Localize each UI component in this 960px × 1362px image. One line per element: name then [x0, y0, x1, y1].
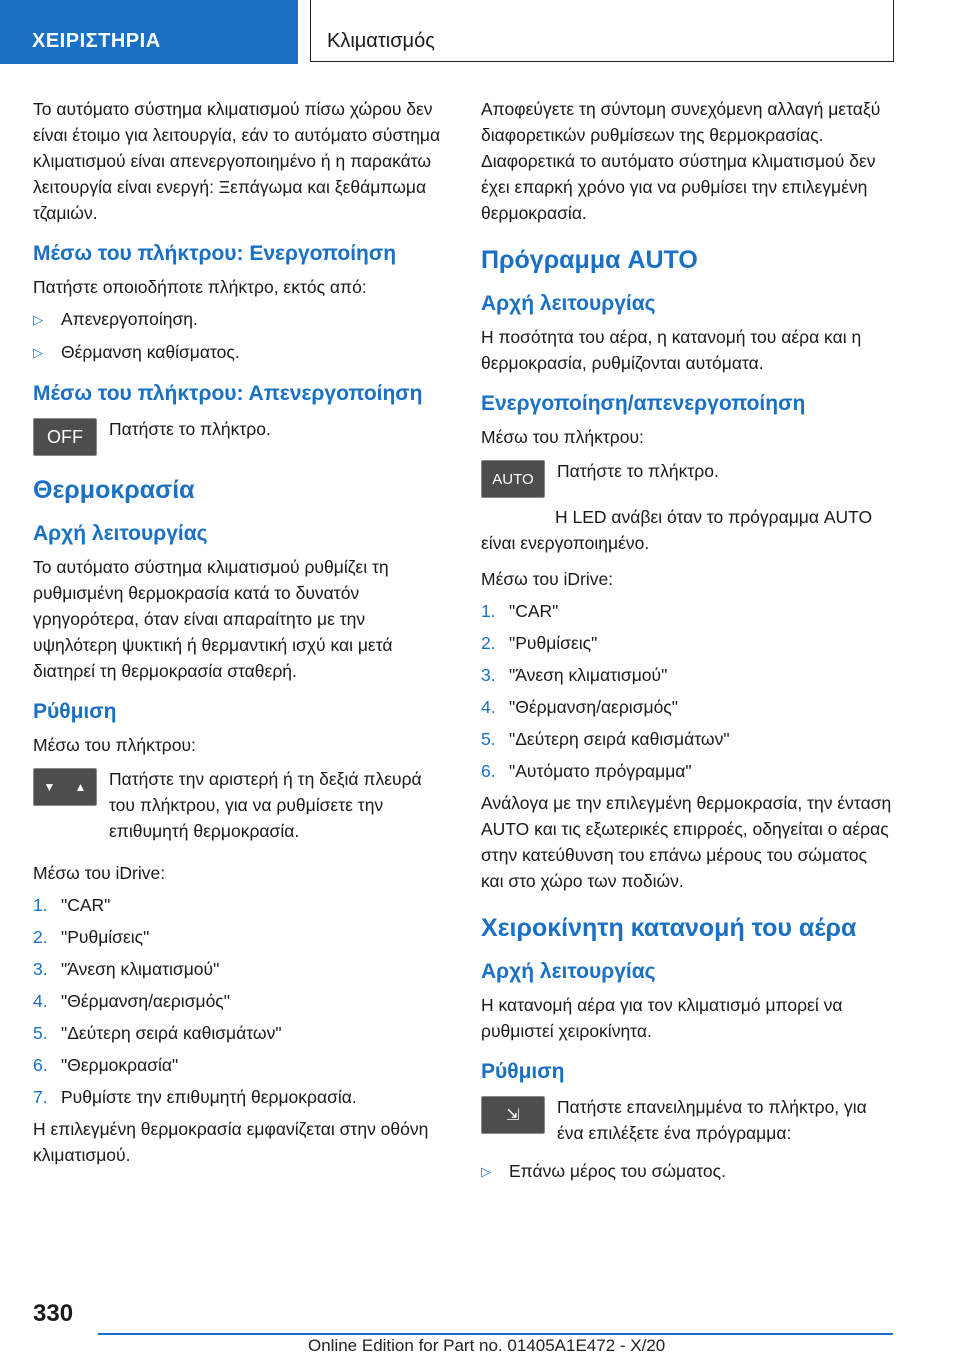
- step-number: 4.: [33, 991, 48, 1011]
- paragraph: Πατήστε οποιοδήποτε πλήκτρο, εκτός από:: [33, 277, 367, 297]
- list-item: ▷ Απενεργοποίηση.: [33, 306, 445, 333]
- step-number: 1.: [33, 895, 48, 915]
- list-item: ▷ Επάνω μέρος του σώματος.: [481, 1158, 893, 1185]
- list-item: [481, 662, 893, 688]
- paragraph: Η κατανομή αέρα για τον κλιματισμό μπορεί να ρυθμιστεί χειροκίνητα.: [481, 995, 843, 1041]
- paragraph: Ανάλογα με την επιλεγμένη θερμοκρασία, την ένταση AUTO και τις εξωτερικές επιρροές, οδηγείται ο αέρας στην κατεύθυνση του επάνω μέρους του σώματος και στο χώρο των ποδιών.: [481, 793, 892, 891]
- paragraph: Η LED ανάβει όταν το πρόγραμμα AUTO είναι ενεργοποιημένο.: [481, 507, 873, 553]
- step-number: 3.: [481, 665, 496, 685]
- footer-rule: [98, 1333, 893, 1335]
- step-text: "Δεύτερη σειρά καθισμάτων": [509, 729, 730, 749]
- list-item: [33, 1084, 445, 1110]
- heading-principle: Αρχή λειτουργίας: [481, 292, 656, 315]
- arrow-button-image: [33, 768, 97, 806]
- step-text: "Άνεση κλιματισμού": [61, 959, 220, 979]
- step-number: 5.: [33, 1023, 48, 1043]
- list-item: [33, 956, 445, 982]
- list-item: [481, 630, 893, 656]
- section-tab-label: ΧΕΙΡΙΣΤΗΡΙΑ: [32, 30, 161, 52]
- paragraph: Μέσω του πλήκτρου:: [33, 735, 196, 755]
- heading-button-off: Μέσω του πλήκτρου: Απενεργοποίηση: [33, 382, 423, 405]
- page-number: 330: [33, 1300, 74, 1327]
- paragraph: Το αυτόματο σύστημα κλιματισμού πίσω χώρου δεν είναι έτοιμο για λειτουργία, εάν το αυτόματο σύστημα κλιματισμού είναι απενεργοποιημένο ή η παρακάτω λειτουργία είναι ενεργή: Ξεπάγωμα και ξεθάμπωμα τζαμιών.: [33, 99, 441, 223]
- step-number: 4.: [481, 697, 496, 717]
- step-number: 2.: [33, 927, 48, 947]
- section-tab: [0, 0, 298, 64]
- heading-principle: Αρχή λειτουργίας: [33, 522, 208, 545]
- paragraph: Αποφεύγετε τη σύντομη συνεχόμενη αλλαγή μεταξύ διαφορετικών ρυθμίσεων της θερμοκρασίας. Διαφορετικά το αυτόματο σύστημα κλιματισμού δεν έχει επαρκή χρόνο για να ρυθμίσει την επιλεγμένη θερμοκρασία.: [481, 99, 881, 223]
- air-distribution-icon: ⇲: [481, 1096, 545, 1134]
- list-item: [481, 694, 893, 720]
- step-number: 1.: [481, 601, 496, 621]
- step-number: 2.: [481, 633, 496, 653]
- auto-button-row: AUTO Πατήστε το πλήκτρο.: [481, 458, 893, 498]
- list-item: [33, 1020, 445, 1046]
- step-text: "Θερμοκρασία": [61, 1055, 179, 1075]
- step-text: "Δεύτερη σειρά καθισμάτων": [61, 1023, 282, 1043]
- heading-button-on: Μέσω του πλήκτρου: Ενεργοποίηση: [33, 242, 397, 265]
- paragraph: Μέσω του iDrive:: [481, 569, 614, 589]
- list-item: [33, 988, 445, 1014]
- paragraph: Μέσω του πλήκτρου:: [481, 427, 644, 447]
- list-item: ▷ Θέρμανση καθίσματος.: [33, 339, 445, 366]
- list-item: [33, 924, 445, 950]
- paragraph: Μέσω του iDrive:: [33, 863, 166, 883]
- right-column: [481, 96, 893, 1191]
- off-button-image: OFF: [33, 418, 97, 456]
- distribution-button-row: ⇲ Πατήστε επανειλημμένα το πλήκτρο, για ένα επιλέξετε ένα πρόγραμμα:: [481, 1094, 893, 1152]
- off-button-row: OFF Πατήστε το πλήκτρο.: [33, 416, 445, 456]
- step-text: "Άνεση κλιματισμού": [509, 665, 668, 685]
- triangle-bullet-icon: ▷: [33, 345, 43, 360]
- step-number: 3.: [33, 959, 48, 979]
- paragraph: Το αυτόματο σύστημα κλιματισμού ρυθμίζει τη ρυθμισμένη θερμοκρασία κατά το δυνατόν γρηγορότερα, όταν είναι απαραίτητο με την υψηλότερη ψυκτική ή θερμαντική ισχύ και μετά διατηρεί τη θερμοκρασία σταθερή.: [33, 557, 393, 681]
- heading-setting: Ρύθμιση: [481, 1060, 565, 1083]
- step-text: "Ρυθμίσεις": [61, 927, 150, 947]
- heading-auto: Πρόγραμμα AUTO: [481, 246, 698, 274]
- heading-temperature: Θερμοκρασία: [33, 476, 195, 504]
- down-arrow-icon: ▼: [43, 780, 56, 794]
- step-number: 6.: [33, 1055, 48, 1075]
- auto-button-image: AUTO: [481, 460, 545, 498]
- list-item: [33, 892, 445, 918]
- heading-manual-distribution: Χειροκίνητη κατανομή του αέρα: [481, 914, 857, 942]
- heading-setting: Ρύθμιση: [33, 700, 117, 723]
- heading-principle: Αρχή λειτουργίας: [481, 960, 656, 983]
- list-item: [481, 726, 893, 752]
- step-text: "CAR": [509, 601, 559, 621]
- list-item: [481, 598, 893, 624]
- step-number: 6.: [481, 761, 496, 781]
- up-arrow-icon: ▲: [74, 780, 87, 794]
- chapter-title: Κλιματισμός: [327, 30, 435, 52]
- heading-on-off: Ενεργοποίηση/απενεργοποίηση: [481, 392, 806, 415]
- triangle-bullet-icon: ▷: [33, 312, 43, 327]
- chapter-title-box: [310, 0, 894, 62]
- step-text: "Θέρμανση/αερισμός": [61, 991, 230, 1011]
- step-number: 5.: [481, 729, 496, 749]
- step-text: "Θέρμανση/αερισμός": [509, 697, 678, 717]
- arrow-button-row: ▼ ▲ Πατήστε την αριστερή ή τη δεξιά πλευρά του πλήκτρου, για να ρυθμίσετε την επιθυμητή θερμοκρασία.: [33, 766, 445, 850]
- step-text: "Αυτόματο πρόγραμμα": [509, 761, 692, 781]
- paragraph: Η ποσότητα του αέρα, η κατανομή του αέρα και η θερμοκρασία, ρυθμίζονται αυτόματα.: [481, 327, 862, 373]
- paragraph: Η επιλεγμένη θερμοκρασία εμφανίζεται στην οθόνη κλιματισμού.: [33, 1119, 429, 1165]
- list-item: [33, 1052, 445, 1078]
- step-number: 7.: [33, 1087, 48, 1107]
- step-text: "CAR": [61, 895, 111, 915]
- edition-note: Online Edition for Part no. 01405A1E472 - X/20: [308, 1336, 666, 1355]
- list-item: [481, 758, 893, 784]
- triangle-bullet-icon: ▷: [481, 1164, 491, 1179]
- left-column: [33, 96, 445, 1174]
- step-text: "Ρυθμίσεις": [509, 633, 598, 653]
- step-text: Ρυθμίστε την επιθυμητή θερμοκρασία.: [61, 1087, 357, 1107]
